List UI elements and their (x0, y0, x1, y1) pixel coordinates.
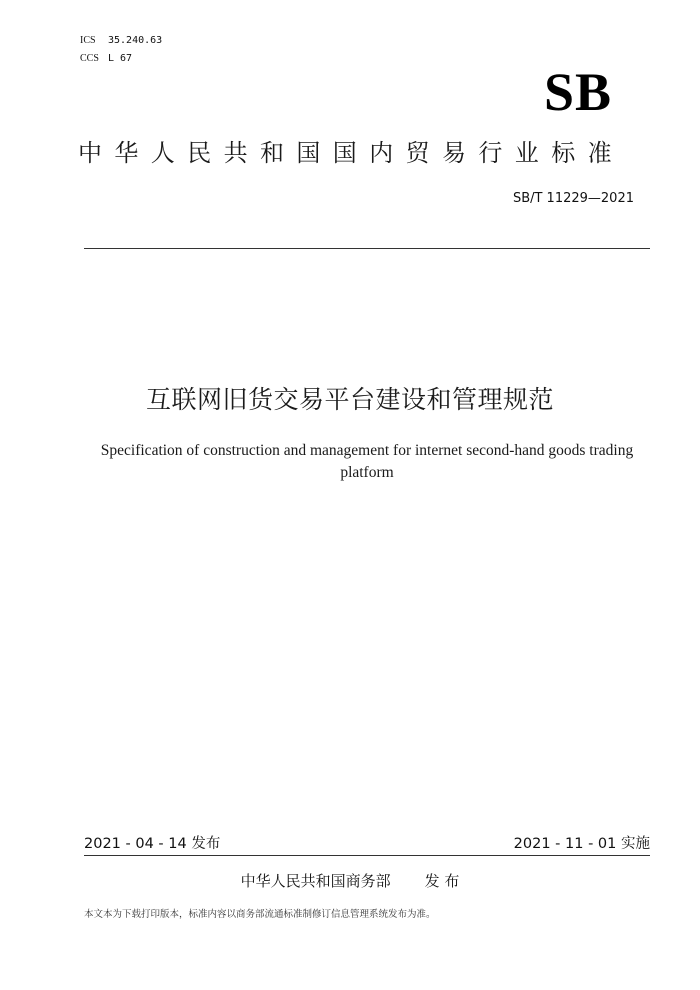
ccs-value: L 67 (108, 53, 133, 64)
ccs-label: CCS (80, 53, 99, 64)
sb-standard-mark: SB (543, 62, 612, 122)
standard-number: SB/T 11229—2021 (512, 191, 634, 206)
bottom-divider (84, 855, 650, 856)
document-title-chinese: 互联网旧货交易平台建设和管理规范 (145, 385, 554, 414)
issuer-line (0, 870, 700, 892)
issuer-action: 发 布 (424, 872, 460, 890)
download-footnote: 本文本为下载打印版本，标准内容以商务部流通标准制修订信息管理系统发布为准。 (84, 909, 436, 920)
ccs-row (80, 52, 132, 66)
document-title-english: Specification of construction and management for internet second-hand goods trading platform (100, 442, 634, 481)
top-divider (84, 248, 650, 249)
issue-date: 2021 - 04 - 14 发布 (84, 836, 221, 852)
implementation-date: 2021 - 11 - 01 实施 (513, 836, 650, 852)
industry-standard-title: 中华人民共和国国内贸易行业标准 (78, 139, 624, 167)
issuer-name: 中华人民共和国商务部 (240, 872, 391, 890)
ics-label: ICS (80, 35, 96, 46)
ics-value: 35.240.63 (108, 35, 163, 46)
ics-row (80, 34, 162, 48)
